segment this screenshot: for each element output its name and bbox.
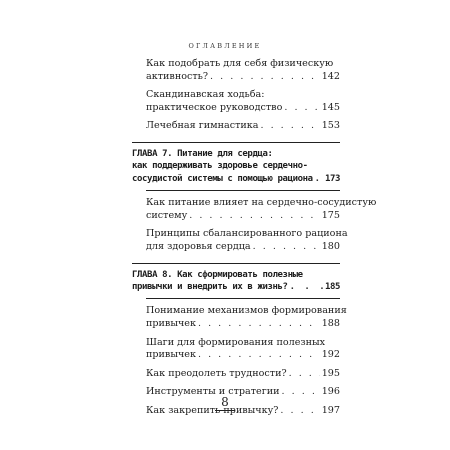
leader-dots [290, 281, 323, 293]
chapter-divider [146, 190, 340, 191]
page-number [0, 395, 450, 411]
chapter-divider [146, 298, 340, 299]
toc-entry-line: Как закрепить привычку? [146, 404, 279, 416]
toc-chapter-entry [132, 148, 340, 185]
toc-entry-line: Лечебная гимнастика [146, 120, 259, 132]
toc-page-number: 175 [321, 209, 340, 221]
chapter-divider [132, 142, 340, 143]
toc-entry-line: ГЛАВА 7. Питание для сердца: [132, 148, 273, 159]
toc-entry [146, 305, 347, 330]
leader-dots [289, 368, 320, 381]
toc-page-number: 195 [321, 367, 340, 379]
toc-page-number: 192 [321, 349, 340, 361]
toc-entry [146, 228, 348, 253]
toc-page-number: 180 [321, 240, 340, 252]
table-of-contents [132, 58, 377, 418]
toc-entry [146, 197, 377, 222]
toc-entry-line: активность? [146, 70, 209, 82]
leader-dots [189, 210, 319, 223]
toc-entry-line: привычек [146, 349, 196, 361]
toc-entry-line: Скандинавская ходьба: [146, 89, 265, 101]
leader-dots [315, 173, 323, 185]
toc-page-number: 196 [321, 386, 340, 398]
toc-entry [146, 89, 340, 114]
toc-entry [146, 58, 340, 83]
toc-entry [146, 120, 340, 133]
chapter-divider [132, 263, 340, 264]
leader-dots [253, 241, 320, 254]
toc-page-number: 188 [321, 317, 340, 329]
toc-entry-line: как поддерживать здоровье сердечно- [132, 161, 308, 172]
toc-entry-line: для здоровья сердца [146, 240, 251, 252]
leader-dots [210, 71, 320, 84]
toc-entry-line: Принципы сбалансированного рациона [146, 228, 348, 240]
toc-page-number: 153 [321, 120, 340, 132]
toc-entry-line: ГЛАВА 8. Как сформировать полезные [132, 269, 303, 280]
toc-entry-line: привычки и внедрить их в жизнь? [132, 281, 288, 292]
toc-entry-line: привычек [146, 317, 196, 329]
toc-page-number: 185 [324, 281, 340, 292]
toc-page-number: 197 [321, 404, 340, 416]
leader-dots [284, 102, 319, 115]
toc-entry-line: систему [146, 209, 188, 221]
toc-entry-line: Понимание механизмов формирования [146, 305, 347, 317]
toc-entry-line: сосудистой системы с помощью рациона [132, 173, 313, 184]
page-header: ОГЛАВЛЕНИЕ [188, 42, 262, 50]
toc-entry-line: Как преодолеть трудности? [146, 367, 287, 379]
toc-entry [146, 368, 340, 381]
toc-entry-line: Как питание влияет на сердечно-сосудистую [146, 197, 377, 209]
toc-page-number: 142 [321, 70, 340, 82]
toc-page-number: 145 [321, 101, 340, 113]
toc-entry [146, 337, 340, 362]
page-number-value: 8 [215, 395, 235, 411]
toc-entry-line: практическое руководство [146, 101, 283, 113]
toc-page-number: 173 [324, 173, 340, 184]
toc-chapter-entry [132, 269, 340, 294]
toc-entry-line: Инструменты и стратегии [146, 386, 280, 398]
leader-dots [198, 349, 320, 362]
leader-dots [260, 120, 319, 133]
leader-dots [198, 318, 320, 331]
toc-entry-line: Шаги для формирования полезных [146, 336, 326, 348]
toc-entry-line: Как подобрать для себя физическую [146, 58, 334, 69]
